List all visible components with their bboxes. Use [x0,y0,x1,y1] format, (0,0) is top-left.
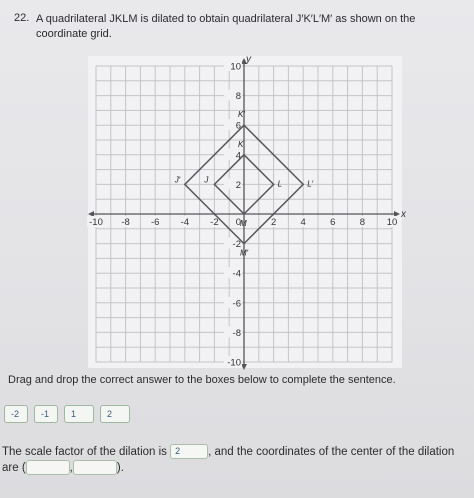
x-tick-label: -8 [121,217,130,228]
vertex-label: J [204,175,209,185]
vertex-label: M′ [240,248,249,258]
center-y-drop-box[interactable] [73,460,117,475]
sentence-part-1: The scale factor of the dilation is [2,446,167,458]
center-x-drop-box[interactable] [26,460,70,475]
vertex-label: K [238,139,244,149]
y-tick-label: -10 [227,357,241,369]
origin-label: 0 [235,217,241,228]
answer-chip-neg2[interactable]: -2 [4,405,28,423]
x-tick-label: -10 [89,217,103,228]
question-text: A quadrilateral JKLM is dilated to obtain quadrilateral J′K′L′M′ as shown on the coordinate grid. [36,13,416,40]
sentence-end: ). [116,462,124,474]
sentence-part-2: , and the coordinates of the center of the dilation are ( [2,446,455,474]
x-axis-label: x [401,209,406,220]
x-tick-label: 6 [330,217,336,228]
x-tick-label: 8 [359,217,366,228]
y-tick-label: 2 [235,179,241,191]
answer-chip-neg1[interactable]: -1 [34,405,58,423]
scale-factor-drop-box[interactable]: 2 [170,444,208,459]
y-tick-label: -6 [232,298,241,310]
drag-drop-instructions: Drag and drop the correct answer to the boxes below to complete the sentence. [8,374,396,386]
y-tick-label: 8 [235,91,241,103]
x-tick-label: -4 [180,217,190,228]
x-tick-label: 10 [386,217,398,228]
x-tick-label: -6 [150,217,160,228]
answer-sentence [2,444,468,476]
y-tick-label: -2 [232,239,241,251]
x-tick-label: -2 [210,217,219,228]
sentence-comma: , [69,462,73,474]
y-tick-label: 6 [235,120,241,132]
y-tick-label: -8 [232,327,241,339]
vertex-label: K′ [238,110,245,120]
x-tick-label: 4 [300,217,306,228]
answer-chip-bank [4,405,130,423]
vertex-label: J′ [174,175,181,185]
y-axis-label: y [246,54,251,65]
y-tick-label: 10 [230,61,241,73]
vertex-label: M [240,219,247,228]
x-tick-label: 2 [270,217,277,228]
vertex-label: L [277,179,283,189]
question-number: 22. [14,12,30,24]
vertex-label: L′ [307,179,314,189]
coordinate-grid [88,54,406,369]
answer-chip-1[interactable]: 1 [64,405,94,423]
answer-chip-2[interactable]: 2 [100,405,130,423]
y-tick-label: -4 [232,268,241,280]
y-tick-label: 4 [235,150,241,162]
